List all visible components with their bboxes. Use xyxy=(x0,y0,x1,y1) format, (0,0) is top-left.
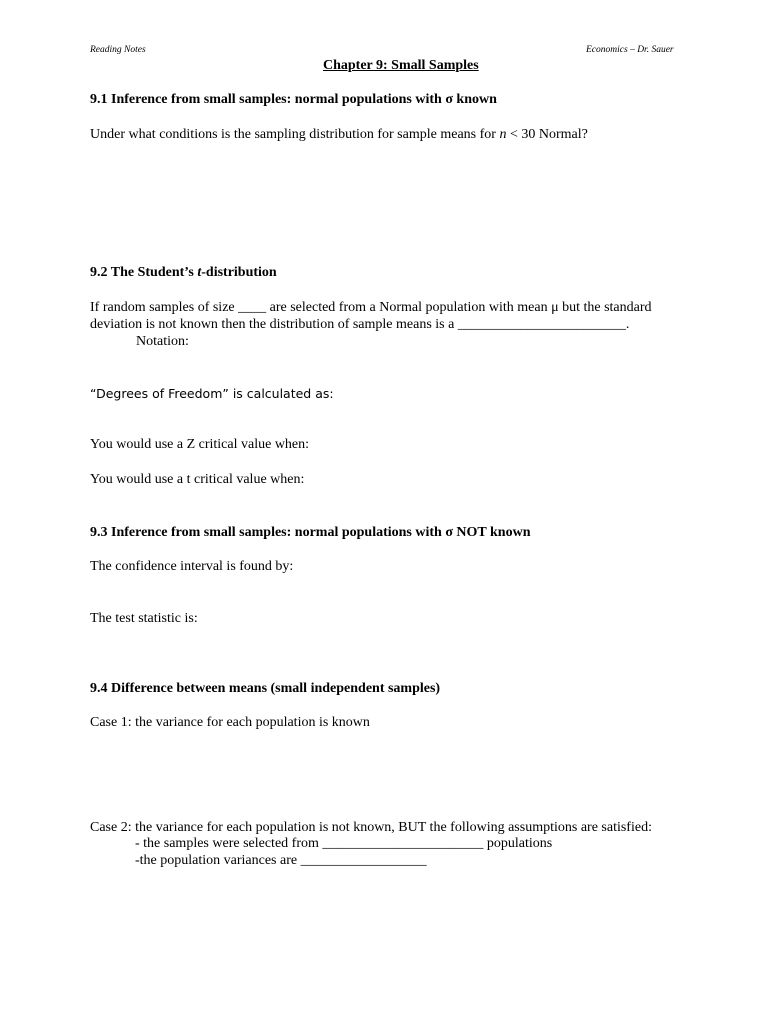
notation-label: Notation: xyxy=(136,334,189,349)
heading-variable-t: t xyxy=(197,265,202,280)
question-text-after: < 30 Normal? xyxy=(506,127,588,142)
t-critical-value-prompt: You would use a t critical value when: xyxy=(90,472,305,487)
header-right-course: Economics xyxy=(586,45,628,55)
degrees-of-freedom-prompt: “Degrees of Freedom” is calculated as: xyxy=(90,386,334,401)
header-left: Reading Notes xyxy=(90,45,146,55)
assumption-2: -the population variances are __________________ xyxy=(135,853,427,868)
section-9-2-heading xyxy=(90,265,277,281)
header-right xyxy=(586,45,674,55)
case-2-text: Case 2: the variance for each population is not known, BUT the following assumptions are satisfied: xyxy=(90,820,652,835)
header-right-dash: – xyxy=(627,45,638,55)
z-critical-value-prompt: You would use a Z critical value when: xyxy=(90,437,310,452)
section-9-4-heading: 9.4 Difference between means (small independent samples) xyxy=(90,681,441,696)
section-9-2-paragraph-line-1: If random samples of size ____ are selected from a Normal population with mean μ but the standard xyxy=(90,300,652,315)
assumption-1: - the samples were selected from _______________________ populations xyxy=(135,836,553,851)
heading-text-after: -distribution xyxy=(201,265,277,280)
section-9-1-heading: 9.1 Inference from small samples: normal populations with σ known xyxy=(90,92,497,107)
section-9-1-question xyxy=(90,127,588,143)
question-variable-n: n xyxy=(499,127,507,142)
section-9-2-paragraph-line-2: deviation is not known then the distribution of sample means is a ________________________. xyxy=(90,317,630,332)
heading-text-before: 9.2 The Student’s xyxy=(90,265,198,280)
page-title: Chapter 9: Small Samples xyxy=(323,58,479,73)
header-right-instructor: Dr. Sauer xyxy=(637,45,674,55)
section-9-3-heading: 9.3 Inference from small samples: normal populations with σ NOT known xyxy=(90,525,531,540)
question-text-before: Under what conditions is the sampling distribution for sample means for xyxy=(90,127,500,142)
test-statistic-prompt: The test statistic is: xyxy=(90,611,198,626)
case-1-text: Case 1: the variance for each population is known xyxy=(90,715,370,730)
confidence-interval-prompt: The confidence interval is found by: xyxy=(90,559,294,574)
